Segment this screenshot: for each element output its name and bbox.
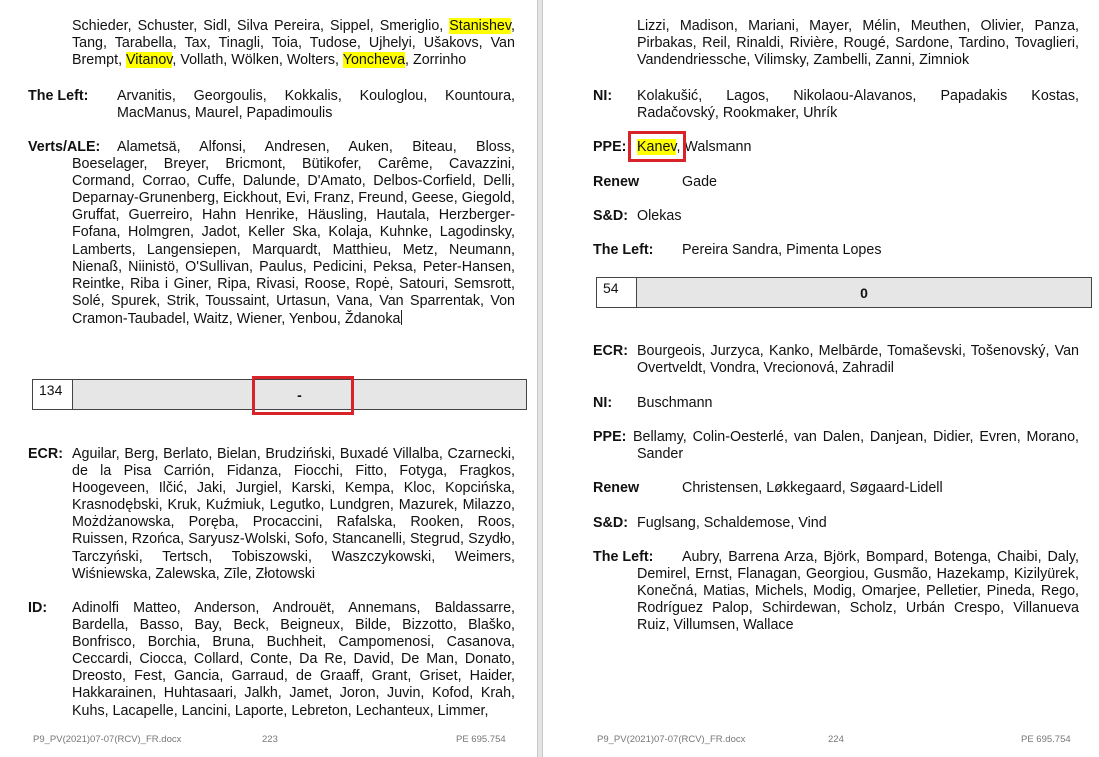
member-names: Olekas	[637, 208, 682, 224]
footer-reference: PE 695.754	[456, 734, 506, 745]
highlighted-name: Kanev	[637, 139, 677, 155]
document-page-224	[543, 0, 1099, 757]
vote-result-symbol: 0	[637, 278, 1091, 307]
member-names: Aubry, Barrena Arza, Björk, Bompard, Botenga, Chaibi, Daly, Demirel, Ernst, Flanagan, Georgiou, Gusmão, Hazekamp, Kizilyürek, Konečná, Matias, Michels, Modig, Omarjee, Pelletier, Pineda, Rego, Rodríguez Palop, Schirdewan, Scholz, Urbán Crespo, Villanueva Ruiz, Villumsen, Wallace	[637, 549, 1079, 634]
footer-filename: P9_PV(2021)07-07(RCV)_FR.docx	[597, 734, 746, 745]
vote-count: 54	[597, 278, 637, 307]
group-label: The Left:	[593, 242, 654, 258]
member-name-fragment: Tax,	[184, 35, 219, 52]
group-label: S&D:	[593, 515, 628, 531]
member-name-fragment: Silva Pereira,	[236, 18, 330, 34]
member-names: Bellamy, Colin-Oesterlé, van Dalen, Danjean, Didier, Evren, Morano, Sander	[633, 429, 1079, 463]
member-name-fragment: Smeriglio,	[379, 18, 450, 34]
member-name-fragment: Ušakovs,	[423, 35, 491, 52]
highlighted-name: Vitanov	[126, 52, 173, 69]
member-names: Kanev, Walsmann	[637, 139, 752, 155]
member-names: Fuglsang, Schaldemose, Vind	[637, 515, 827, 531]
group-label: Verts/ALE:	[28, 139, 101, 155]
member-name-fragment: Tinagli,	[218, 35, 272, 52]
group-label: Renew	[593, 480, 640, 496]
member-names: Aguilar, Berg, Berlato, Bielan, Brudziński, Buxadé Villalba, Czarnecki, de la Pisa Carrión, Fidanza, Fiocchi, Fitto, Fotyga, Fragkos, Hoogeveen, Ilčić, Jaki, Jurgiel, Karski, Kempa, Kloc, Kopcińska, Krasnodębski, Kruk, Kuźmiuk, Legutko, Lundgren, Mazurek, Milazzo, Możdżanowska, Poręba, Procaccini, Rafalska, Rooken, Roos, Ruissen, Rzońca, Saryusz-Wolski, Sofo, Stancanelli, Stegrud, Szydło, Tarczyński, Tertsch, Tobiszowski, Waszczykowski, Weimers, Wiśniewska, Zalewska, Zīle, Złotowski	[72, 446, 515, 582]
member-name-fragment: Toia,	[271, 35, 310, 52]
member-name-fragment: ,	[172, 52, 181, 69]
highlighted-name: Yoncheva	[342, 52, 406, 69]
document-page-223	[0, 0, 537, 757]
member-name-fragment: Wölken,	[231, 52, 287, 69]
member-names: Kolakušić, Lagos, Nikolaou-Alavanos, Papadakis Kostas, Radačovský, Rookmaker, Uhrík	[637, 88, 1079, 122]
highlighted-name: Stanishev	[449, 18, 511, 34]
member-names: Buschmann	[637, 395, 713, 411]
footer-reference: PE 695.754	[1021, 734, 1071, 745]
group-label: ECR:	[593, 343, 628, 359]
vote-count: 134	[33, 380, 73, 409]
member-name-fragment: Sippel,	[330, 18, 380, 34]
member-name-fragment: Schieder,	[72, 18, 138, 34]
group-label: The Left:	[593, 549, 654, 565]
group-label: ID:	[28, 600, 48, 616]
vote-result-symbol: -	[73, 380, 526, 409]
member-names: Alametsä, Alfonsi, Andresen, Auken, Biteau, Bloss, Boeselager, Breyer, Bricmont, Bütikofer, Carême, Cavazzini, Cormand, Corrao, Cuffe, Dalunde, D'Amato, Delbos-Corfield, Delli, Deparnay-Grunenberg, Eickhout, Evi, Franz, Freund, Geese, Giegold, Gruffat, Guerreiro, Hahn Henrike, Häusling, Hautala, Herzberger-Fofana, Holmgren, Jadot, Keller Ska, Kolaja, Kuhnke, Lagodinsky, Lamberts, Langensiepen, Marquardt, Matthieu, Metz, Neumann, Nienaß, Niinistö, O'Sullivan, Paulus, Pedicini, Peksa, Peter-Hansen, Reintke, Riba i Giner, Ripa, Rivasi, Roose, Ropė, Satouri, Semsrott, Solé, Spurek, Strik, Toussaint, Urtasun, Vana, Van Sparrentak, Von Cramon-Taubadel, Waitz, Wiener, Yenbou, Ždanoka	[72, 139, 515, 327]
member-name-fragment: Tudose,	[309, 35, 369, 52]
group-label: PPE:	[593, 429, 627, 445]
vote-result-row	[596, 277, 1092, 308]
member-name-fragment: ,	[510, 18, 515, 34]
member-names: Bourgeois, Jurzyca, Kanko, Melbārde, Tomaševski, Tošenovský, Van Overtveldt, Vondra, Vrecionová, Zahradil	[637, 343, 1079, 377]
member-name-fragment: Van Brempt,	[72, 35, 515, 69]
highlight-box-result	[252, 376, 354, 415]
group-label: The Left:	[28, 88, 89, 104]
member-name-fragment: Wolters,	[286, 52, 343, 69]
group-label: NI:	[593, 88, 613, 104]
footer-page-number: 224	[828, 734, 844, 745]
member-name-fragment: Tarabella,	[114, 35, 185, 52]
group-label: S&D:	[593, 208, 628, 224]
group-label: Renew	[593, 174, 640, 190]
group-label: ECR:	[28, 446, 63, 462]
member-names: Adinolfi Matteo, Anderson, Androuët, Annemans, Baldassarre, Bardella, Basso, Bay, Beck, Beigneux, Bilde, Bizzotto, Blaško, Bonfrisco, Borchia, Bruna, Buchheit, Campomenosi, Casanova, Ceccardi, Ciocca, Collard, Conte, Da Re, David, De Man, Donato, Dreosto, Fest, Gancia, Garraud, de Graaff, Grant, Griset, Haider, Hakkarainen, Huhtasaari, Jalkh, Jamet, Joron, Juvin, Kofod, Krah, Kuhs, Lacapelle, Lancini, Laporte, Lebreton, Lechanteux, Limmer,	[72, 600, 515, 719]
footer-filename: P9_PV(2021)07-07(RCV)_FR.docx	[33, 734, 182, 745]
member-name-fragment: Sidl,	[203, 18, 237, 34]
member-name-fragment: Zorrinho	[412, 52, 467, 69]
member-name-fragment: Schuster,	[137, 18, 204, 34]
member-names: Lizzi, Madison, Mariani, Mayer, Mélin, Meuthen, Olivier, Panza, Pirbakas, Reil, Rinaldi, Rivière, Rougé, Sardone, Tardino, Tovaglieri, Vandendriessche, Vilimsky, Zambelli, Zanni, Zimniok	[637, 18, 1079, 69]
member-name-fragment: Vollath,	[180, 52, 232, 69]
member-names: Christensen, Løkkegaard, Søgaard-Lidell	[682, 480, 943, 496]
member-names: Pereira Sandra, Pimenta Lopes	[682, 242, 882, 258]
text-cursor	[401, 310, 402, 325]
member-names	[72, 18, 515, 69]
footer-page-number: 223	[262, 734, 278, 745]
group-label: NI:	[593, 395, 613, 411]
member-name-fragment: Tang,	[72, 35, 115, 52]
member-name-fragment: ,	[405, 52, 413, 69]
highlight-box-kanev	[628, 131, 686, 162]
member-names: Gade	[682, 174, 717, 190]
member-name-fragment: Ujhelyi,	[368, 35, 424, 52]
group-label: PPE:	[593, 139, 627, 155]
member-names: Arvanitis, Georgoulis, Kokkalis, Kouloglou, Kountoura, MacManus, Maurel, Papadimoulis	[117, 88, 515, 122]
